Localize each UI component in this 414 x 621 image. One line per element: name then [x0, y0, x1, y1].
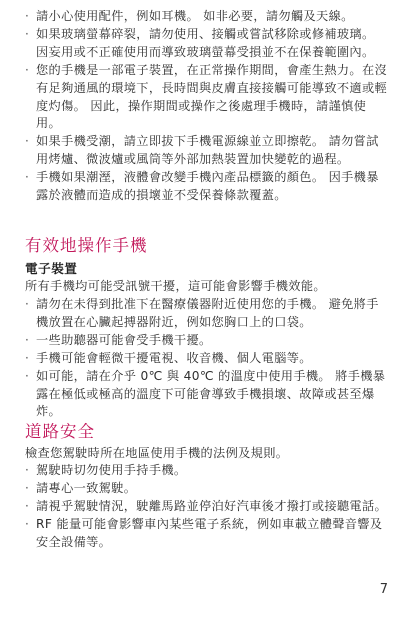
road-safety-list [25, 462, 391, 552]
bullet-dot-icon: · [25, 368, 30, 383]
bullet-dot-icon: · [25, 297, 30, 311]
bullet-dot-icon: · [25, 463, 30, 477]
bullet-item [25, 169, 391, 205]
bullet-text: 請視乎駕駛情況，駛離馬路並停泊好汽車後才撥打或接聽電話。 [36, 498, 388, 513]
precautions-list [25, 8, 391, 205]
road-safety-bullets [25, 462, 391, 552]
bullet-dot-icon: · [25, 134, 30, 149]
bullet-text: 手機如果潮溼，液體會改變手機內產品標籤的顏色。 因手機暴露於液體而造成的損壞並不受保養條款覆蓋。 [36, 170, 379, 203]
section-heading-efficient-use: 有效地操作手機 [25, 236, 148, 255]
bullet-item [25, 498, 391, 516]
section-heading-road-safety: 道路安全 [25, 422, 95, 441]
bullet-dot-icon: · [25, 498, 30, 513]
bullet-text: 請專心一致駕駛。 [36, 480, 137, 495]
bullet-item [25, 332, 391, 350]
electronic-devices-list [25, 296, 391, 421]
bullet-item [25, 516, 391, 552]
bullet-item [25, 462, 391, 480]
bullet-dot-icon: · [25, 350, 30, 365]
bullet-dot-icon: · [25, 332, 30, 347]
bullet-text: 一些助聽器可能會受手機干擾。 [36, 332, 212, 347]
bullet-text: 駕駛時切勿使用手持手機。 [36, 463, 187, 477]
bullet-item [25, 8, 391, 26]
precautions-bullets [25, 8, 391, 205]
bullet-dot-icon: · [25, 170, 30, 185]
bullet-dot-icon: · [25, 480, 30, 495]
electronic-devices-bullets [25, 296, 391, 421]
bullet-text: 如果手機受潮，請立即拔下手機電源線並立即擦乾。 請勿嘗試用烤爐、微波爐或風筒等外部加熱裝置加快變乾的過程。 [36, 134, 379, 167]
bullet-text: 手機可能會輕微干擾電視、收音機、個人電腦等。 [36, 350, 312, 365]
intro-road-safety: 檢查您駕駛時所在地區使用手機的法例及規則。 [25, 446, 289, 460]
bullet-item [25, 62, 391, 134]
bullet-item [25, 368, 391, 422]
bullet-text: RF 能量可能會影響車內某些電子系統，例如車載立體聲音響及安全設備等。 [36, 516, 383, 549]
subheading-electronic-devices: 電子裝置 [25, 261, 78, 276]
bullet-item [25, 480, 391, 498]
bullet-item [25, 133, 391, 169]
bullet-dot-icon: · [25, 9, 30, 23]
bullet-item [25, 350, 391, 368]
bullet-text: 如果玻璃螢幕碎裂，請勿使用、接觸或嘗試移除或修補玻璃。 因妄用或不正確使用而導致玻璃螢幕受損並不在保養範圍內。 [36, 26, 375, 59]
bullet-item [25, 26, 391, 62]
bullet-text: 如可能，請在介乎 0℃ 與 40℃ 的溫度中使用手機。 將手機暴露在極低或極高的溫度下可能會導致手機損壞、故障或甚至爆炸。 [36, 368, 386, 419]
bullet-dot-icon: · [25, 26, 30, 41]
bullet-text: 您的手機是一部電子裝置，在正常操作期間，會產生熱力。在沒有足夠通風的環境下，長時間與皮膚直接接觸可能導致不適或輕度灼傷。 因此，操作期間或操作之後處理手機時，請謹慎使用。 [36, 62, 388, 131]
bullet-dot-icon: · [25, 516, 30, 531]
page-number: 7 [379, 582, 388, 597]
bullet-item [25, 296, 391, 332]
bullet-dot-icon: · [25, 62, 30, 77]
intro-electronic-devices: 所有手機均可能受訊號干擾，這可能會影響手機效能。 [25, 279, 326, 293]
bullet-text: 請勿在未得到批准下在醫療儀器附近使用您的手機。 避免將手機放置在心臟起搏器附近，例如您胸口上的口袋。 [36, 297, 379, 329]
bullet-text: 請小心使用配件，例如耳機。 如非必要，請勿觸及天線。 [36, 9, 354, 23]
